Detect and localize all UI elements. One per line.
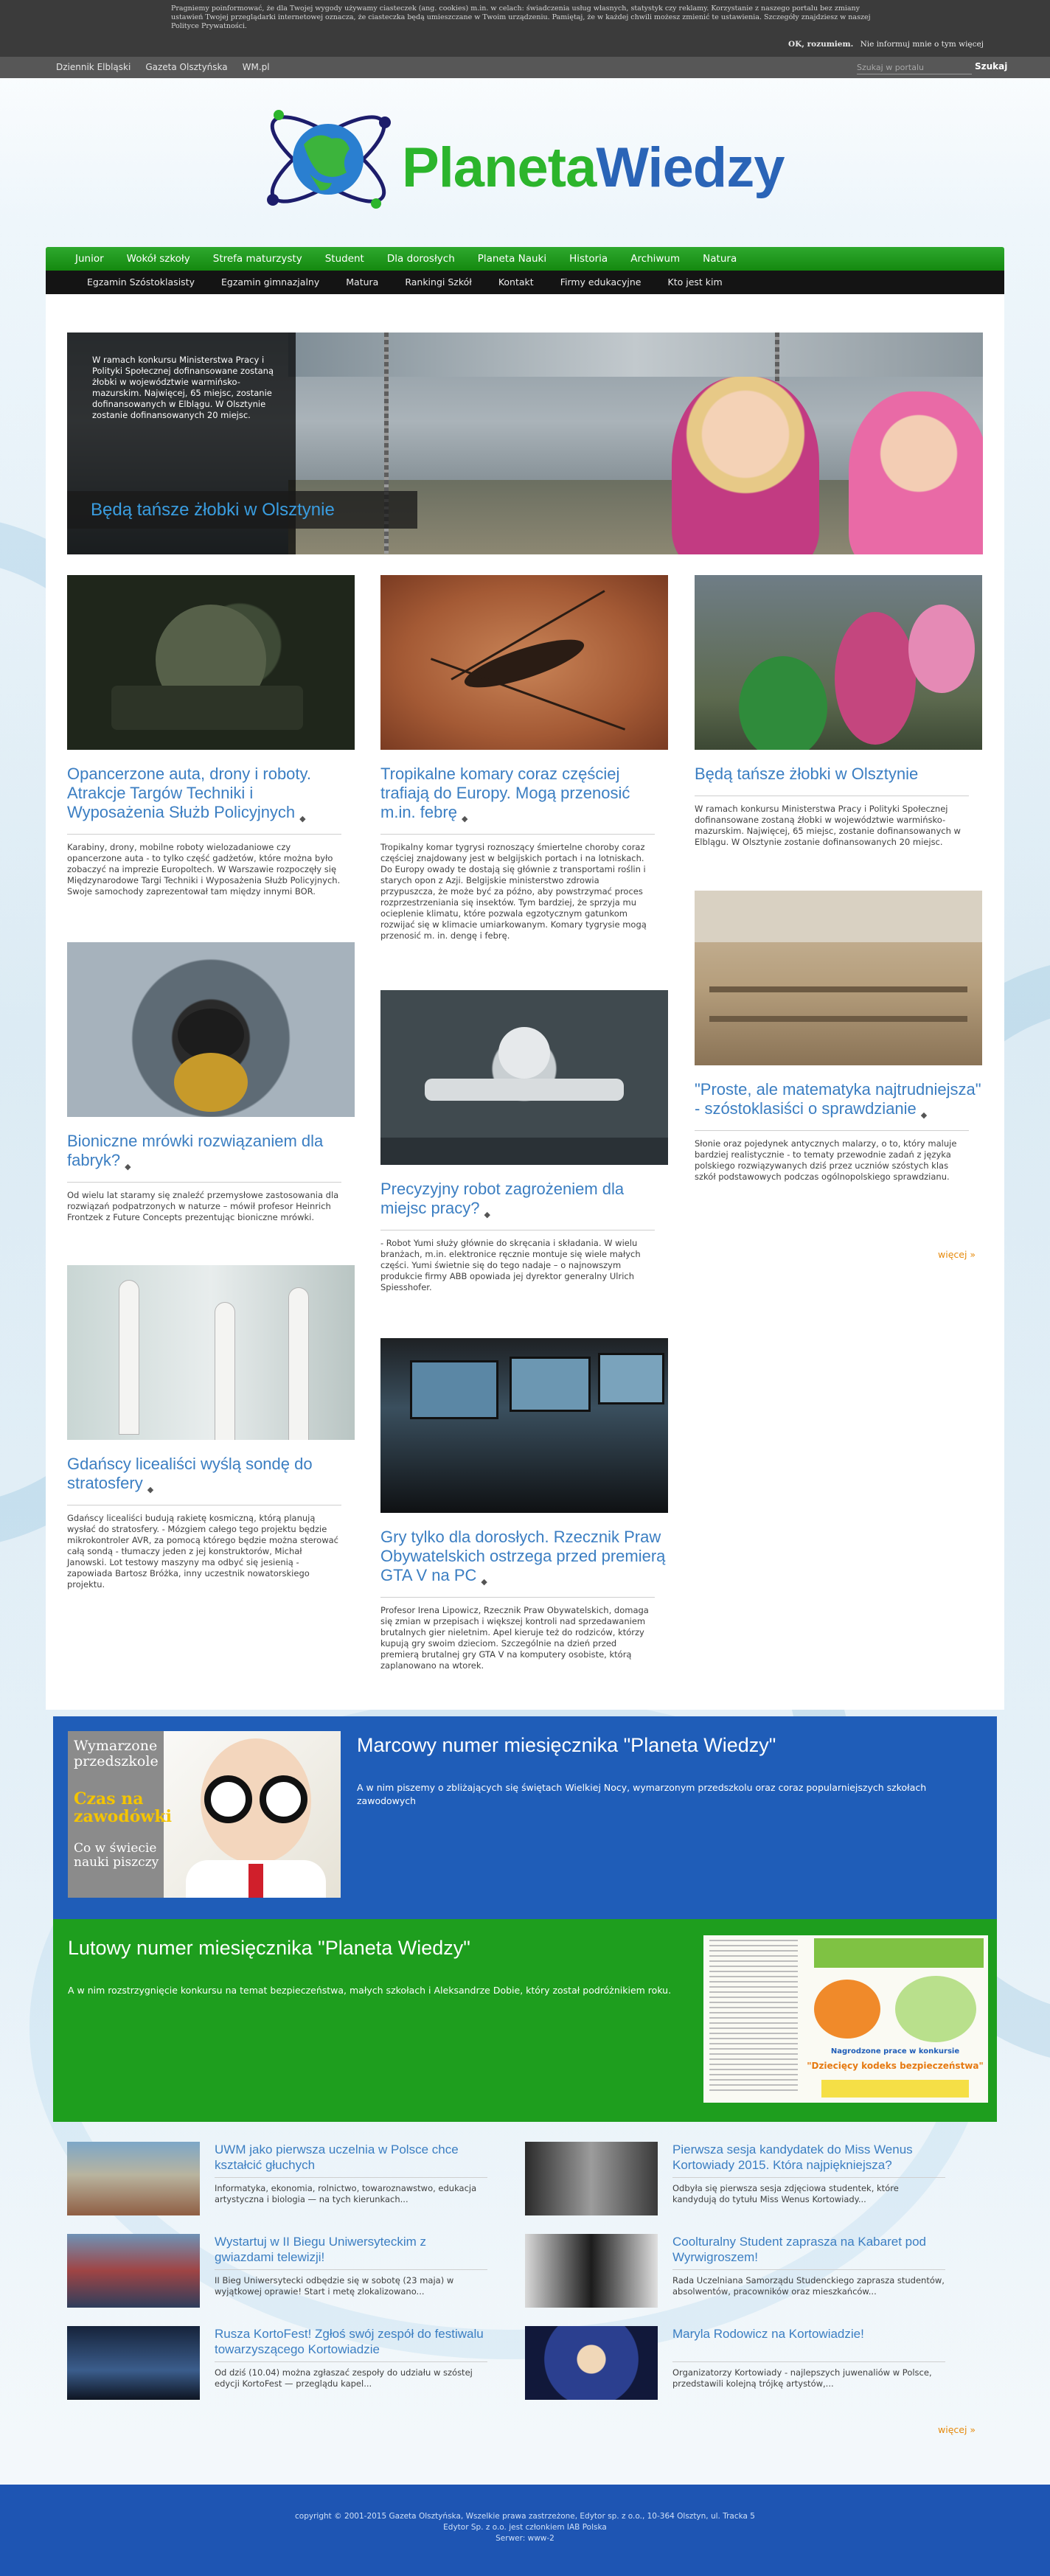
news-item: [67, 2142, 480, 2223]
article-image[interactable]: [380, 1338, 668, 1513]
footer-membership: Edytor Sp. z o.o. jest członkiem IAB Polska: [443, 2523, 607, 2532]
nav-junior[interactable]: Junior: [75, 253, 104, 265]
magazine-description: A w nim piszemy o zbliżających się świętach Wielkiej Nocy, wymarzonym przedszkolu oraz coraz popularniejszych szkołach zawodowych: [357, 1782, 927, 1806]
link-gazeta-olsztynska[interactable]: Gazeta Olsztyńska: [145, 62, 228, 72]
article-lead: Gdańscy licealiści budują rakietę kosmiczną, którą planują wysłać do stratosfery. - Mózgiem całego tego projektu będzie mikrokontroler AVR, za pomocą którego będzie można sterować całą sondą - tłumaczy jeden z jej konstruktorów, Michał Janowski. Lot testowy maszyny ma odbyć się jesienią - zapowiada Bartosz Bróżka, inny uczestnik nowatorskiego projektu.: [67, 1513, 338, 1590]
article-card: [67, 575, 355, 897]
planet-logo-icon: [258, 93, 398, 226]
divider: [215, 2269, 487, 2270]
divider: [215, 2361, 487, 2362]
article-card: [67, 1265, 355, 1590]
footer-server: Serwer: www-2: [496, 2534, 554, 2543]
link-wm-pl[interactable]: WM.pl: [242, 62, 270, 72]
divider: [67, 834, 341, 835]
divider: [215, 2177, 487, 2178]
cookie-accept-button[interactable]: OK, rozumiem.: [788, 40, 854, 49]
nav-natura[interactable]: Natura: [703, 253, 737, 265]
logo-text-planeta: Planeta: [402, 136, 597, 199]
article-title[interactable]: "Proste, ale matematyka najtrudniejsza" - szóstoklasiści o sprawdzianie ◆: [695, 1080, 981, 1121]
featured-title-bar[interactable]: [67, 491, 417, 529]
video-icon: ◆: [920, 1111, 928, 1121]
news-lead: Od dziś (10.04) można zgłaszać zespoły do udziału w szóstej edycji KortoFest — przeglądu kapel...: [215, 2367, 473, 2389]
magazine-cover[interactable]: [703, 1935, 988, 2103]
primary-nav: [46, 247, 1004, 271]
news-title[interactable]: Coolturalny Student zaprasza na Kabaret pod Wyrwigroszem!: [672, 2235, 927, 2264]
news-item: [525, 2142, 938, 2223]
news-item: [525, 2234, 945, 2315]
news-lead: Odbyła się pierwsza sesja zdjęciowa studentek, które kandydują do tytułu Miss Wenus Kortowiady...: [672, 2183, 899, 2204]
article-image[interactable]: [695, 891, 982, 1065]
top-bar: [0, 57, 1050, 78]
nav-strefa-maturzysty[interactable]: Strefa maturzysty: [212, 253, 302, 265]
magazine-cover[interactable]: [68, 1731, 341, 1898]
nav-kto-jest-kim[interactable]: Kto jest kim: [667, 276, 723, 288]
video-icon: ◆: [147, 1486, 154, 1495]
secondary-nav: [46, 271, 1004, 294]
site-footer: [0, 2485, 1050, 2576]
news-lead: Informatyka, ekonomia, rolnictwo, towaroznawstwo, edukacja artystyczna i biologia — na tych kierunkach...: [215, 2183, 477, 2204]
divider: [380, 834, 655, 835]
article-lead: Profesor Irena Lipowicz, Rzecznik Praw Obywatelskich, domaga się zmian w przepisach i większej kontroli nad sprzedawaniem brutalnych gier nieletnim. Apel kieruje też do rodziców, którzy kupują gry swoim dzieciom. Szczególnie na dzień przed premierą brutalnej gry GTA V na komputery osobiste, którą zaplanowano na wtorek.: [380, 1605, 649, 1671]
divider: [67, 1182, 341, 1183]
nav-egzamin-szostoklasisty[interactable]: Egzamin Szóstoklasisty: [87, 276, 195, 288]
article-card: [695, 891, 982, 1183]
article-card: [695, 575, 982, 848]
article-title[interactable]: Będą tańsze żłobki w Olsztynie: [695, 765, 919, 783]
partner-links: [56, 62, 270, 72]
news-item: [67, 2234, 480, 2315]
news-title[interactable]: Wystartuj w II Biegu Uniwersyteckim z gwiazdami telewizji!: [215, 2235, 427, 2264]
featured-title[interactable]: Będą tańsze żłobki w Olsztynie: [91, 500, 335, 520]
article-card: [380, 575, 668, 941]
divider: [672, 2269, 945, 2270]
featured-text: W ramach konkursu Ministerstwa Pracy i Polityki Społecznej dofinansowane zostaną żłobki w województwie warmińsko-mazurskim. Najwięcej, 65 miejsc, zostanie dofinansowanych w Elblągu. W Olsztynie zostanie dofinansowanych 20 miejsc.: [92, 355, 274, 420]
site-logo[interactable]: [258, 93, 796, 226]
magazine-title[interactable]: Lutowy numer miesięcznika "Planeta Wiedzy": [68, 1937, 470, 1959]
article-title[interactable]: Gry tylko dla dorosłych. Rzecznik Praw Obywatelskich ostrzega przed premierą GTA V na PC ◆: [380, 1528, 666, 1587]
news-thumbnail[interactable]: [525, 2142, 658, 2215]
nav-rankingi-szkol[interactable]: Rankingi Szkół: [405, 276, 472, 288]
search-input[interactable]: [857, 60, 972, 74]
nav-planeta-nauki[interactable]: Planeta Nauki: [477, 253, 547, 265]
nav-egzamin-gimnazjalny[interactable]: Egzamin gimnazjalny: [220, 276, 320, 288]
magazine-description: A w nim rozstrzygnięcie konkursu na temat bezpieczeństwa, małych szkołach i Aleksandrze Dobie, który został podróżnikiem roku.: [68, 1985, 672, 1996]
article-image[interactable]: [67, 1265, 355, 1440]
featured-photo: [288, 333, 983, 377]
cover-headline: Co w świecie nauki piszczy: [74, 1841, 159, 1870]
news-item: [525, 2326, 938, 2407]
divider: [695, 1130, 969, 1131]
news-lead: Organizatorzy Kortowiady - najlepszych juwenaliów w Polsce, przedstawili kolejną trójkę artystów,...: [672, 2367, 932, 2389]
news-thumbnail[interactable]: [525, 2326, 658, 2400]
cover-headline: "Dziecięcy kodeks bezpieczeństwa": [807, 2061, 984, 2071]
featured-photo-child: [672, 377, 819, 554]
article-card: [380, 990, 668, 1293]
search-button[interactable]: Szukaj: [975, 61, 1008, 72]
video-icon: ◆: [481, 1578, 487, 1587]
nav-archiwum[interactable]: Archiwum: [630, 253, 681, 265]
news-thumbnail[interactable]: [67, 2142, 200, 2215]
magazine-february-block: [53, 1919, 997, 2122]
news-thumbnail[interactable]: [67, 2326, 200, 2400]
news-lead: Rada Uczelniana Samorządu Studenckiego zaprasza studentów, absolwentów, pracowników oraz mieszkańców...: [672, 2275, 945, 2297]
article-image[interactable]: [67, 942, 355, 1117]
article-image[interactable]: [380, 990, 668, 1165]
article-image[interactable]: [67, 575, 355, 750]
article-lead: W ramach konkursu Ministerstwa Pracy i Polityki Społecznej dofinansowane zostaną żłobki w województwie warmińsko-mazurskim. Najwięcej, 65 miejsc, zostanie dofinansowanych w Elblągu. W Olsztynie zostanie dofinansowanych 20 miejsc.: [695, 804, 961, 847]
cookie-text: Pragniemy poinformować, że dla Twojej wygody używamy ciasteczek (ang. cookies) m.in. w celach: świadczenia usług własnych, statystyk czy reklamy. Korzystanie z naszego portalu bez zmiany ustawień Twojej przeglądarki internetowej oznacza, że ciasteczka będą umieszczane w Twoim urządzeniu. Pamiętaj, że w każdej chwili możesz zmienić te ustawienia. Szczegóły znajdziesz w naszej Polityce Prywatności.: [171, 4, 871, 30]
article-lead: Tropikalny komar tygrysi roznoszący śmiertelne choroby coraz częściej znajdowany jest w belgijskich portach i na lotniskach. Do Europy owady te dostają się głównie z transportami roślin i starych opon z Azji. Belgijskie ministerstwo zdrowia przypuszcza, że może być za późno, aby powstrzymać proces rozprzestrzeniania się insektów. Tym bardziej, że sprzyja mu ocieplenie klimatu, które pozwala egzotycznym gatunkom rozwijać się w klimacie umiarkowanym. Komary tygrysie mogą przenosić m. in. dengę i febrę.: [380, 842, 647, 941]
logo-text-wiedzy: Wiedzy: [596, 136, 785, 199]
divider: [672, 2361, 945, 2362]
cookie-bar: [0, 0, 1050, 57]
video-icon: ◆: [484, 1211, 490, 1220]
article-title[interactable]: Bioniczne mrówki rozwiązaniem dla fabryk? ◆: [67, 1132, 324, 1172]
article-title[interactable]: Precyzyjny robot zagrożeniem dla miejsc pracy? ◆: [380, 1180, 625, 1220]
news-thumbnail[interactable]: [67, 2234, 200, 2308]
article-lead: Karabiny, drony, mobilne roboty wielozadaniowe czy opancerzone auta - to tylko część gadżetów, które można było zobaczyć na imprezie Europoltech. W Warszawie rozpoczęły się Międzynarodowe Targi Techniki i Wyposażenia Służb Policyjnych. Swoje samochody zaprezentował tam między innymi BOR.: [67, 842, 341, 897]
cover-headline: Czas na zawodówki: [74, 1789, 172, 1826]
news-title[interactable]: Rusza KortoFest! Zgłoś swój zespół do festiwalu towarzyszącego Kortowiadzie: [215, 2327, 484, 2356]
nav-historia[interactable]: Historia: [569, 253, 608, 265]
news-thumbnail[interactable]: [525, 2234, 658, 2308]
magazine-title[interactable]: Marcowy numer miesięcznika "Planeta Wiedzy": [357, 1734, 776, 1756]
footer-copyright: copyright © 2001-2015 Gazeta Olsztyńska, Wszelkie prawa zastrzeżone, Edytor sp. z o.o., 10-364 Olsztyn, ul. Tracka 5: [295, 2512, 755, 2521]
video-icon: ◆: [461, 815, 468, 824]
video-icon: ◆: [125, 1163, 131, 1172]
nav-dla-doroslych[interactable]: Dla dorosłych: [386, 253, 455, 265]
nav-matura[interactable]: Matura: [346, 276, 379, 288]
cookie-actions: [784, 40, 984, 49]
news-title[interactable]: Maryla Rodowicz na Kortowiadzie!: [672, 2327, 864, 2341]
article-lead: - Robot Yumi służy głównie do skręcania i składania. W wielu branżach, m.in. elektronice ręcznie montuje się wiele małych części. Yumi świetnie się do tego nadaje – o najnowszym produkcie firmy ABB opowiada jej dyrektor generalny Ulrich Spiesshofer.: [380, 1238, 641, 1292]
video-icon: ◆: [299, 815, 306, 824]
link-dziennik-elblaski[interactable]: Dziennik Elbląski: [56, 62, 131, 72]
cookie-dismiss-link[interactable]: Nie informuj mnie o tym więcej: [860, 40, 984, 49]
divider: [380, 1597, 655, 1598]
logo-wordmark: [402, 136, 784, 200]
article-image[interactable]: [695, 575, 982, 750]
article-card: [67, 942, 355, 1223]
divider: [672, 2177, 945, 2178]
nav-student[interactable]: Student: [324, 253, 364, 265]
more-articles-link[interactable]: więcej »: [938, 1249, 976, 1260]
cover-headline: Wymarzone przedszkole: [74, 1738, 159, 1769]
news-title[interactable]: UWM jako pierwsza uczelnia w Polsce chce kształcić głuchych: [215, 2142, 459, 2172]
featured-photo-child: [849, 391, 983, 554]
cover-subtitle: Nagrodzone prace w konkursie: [830, 2047, 960, 2055]
nav-firmy-edukacyjne[interactable]: Firmy edukacyjne: [560, 276, 642, 288]
article-image[interactable]: [380, 575, 668, 750]
news-item: [67, 2326, 484, 2407]
article-title[interactable]: Opancerzone auta, drony i roboty. Atrakcje Targów Techniki i Wyposażenia Służb Policyjnych ◆: [67, 765, 312, 824]
article-lead: Słonie oraz pojedynek antycznych malarzy, o to, który maluje bardziej realistycznie - to tematy przewodnie zadań z języka polskiego rozwiązywanych dziś przez uczniów szóstych klas szkół podstawowych podczas ogólnopolskiego sprawdzianu.: [695, 1138, 957, 1182]
article-card: [380, 1338, 668, 1671]
article-title[interactable]: Tropikalne komary coraz częściej trafiają do Europy. Mogą przenosić m.in. febrę ◆: [380, 765, 630, 824]
nav-kontakt[interactable]: Kontakt: [498, 276, 534, 288]
nav-wokol-szkoly[interactable]: Wokół szkoły: [126, 253, 190, 265]
featured-slide[interactable]: [67, 333, 983, 554]
news-lead: II Bieg Uniwersytecki odbędzie się w sobotę (23 maja) w wyjątkowej oprawie! Start i metę zlokalizowano...: [215, 2275, 454, 2297]
article-title[interactable]: Gdańscy licealiści wyślą sondę do stratosfery ◆: [67, 1455, 313, 1495]
more-news-link[interactable]: więcej »: [938, 2424, 976, 2435]
news-title[interactable]: Pierwsza sesja kandydatek do Miss Wenus Kortowiady 2015. Która najpiękniejsza?: [672, 2142, 913, 2172]
magazine-march-block: [53, 1716, 997, 1919]
article-lead: Od wielu lat staramy się znaleźć przemysłowe zastosowania dla rozwiązań podpatrzonych w naturze – mówił profesor Heinrich Frontzek z Future Concepts prezentując bioniczne mrówki.: [67, 1190, 339, 1222]
